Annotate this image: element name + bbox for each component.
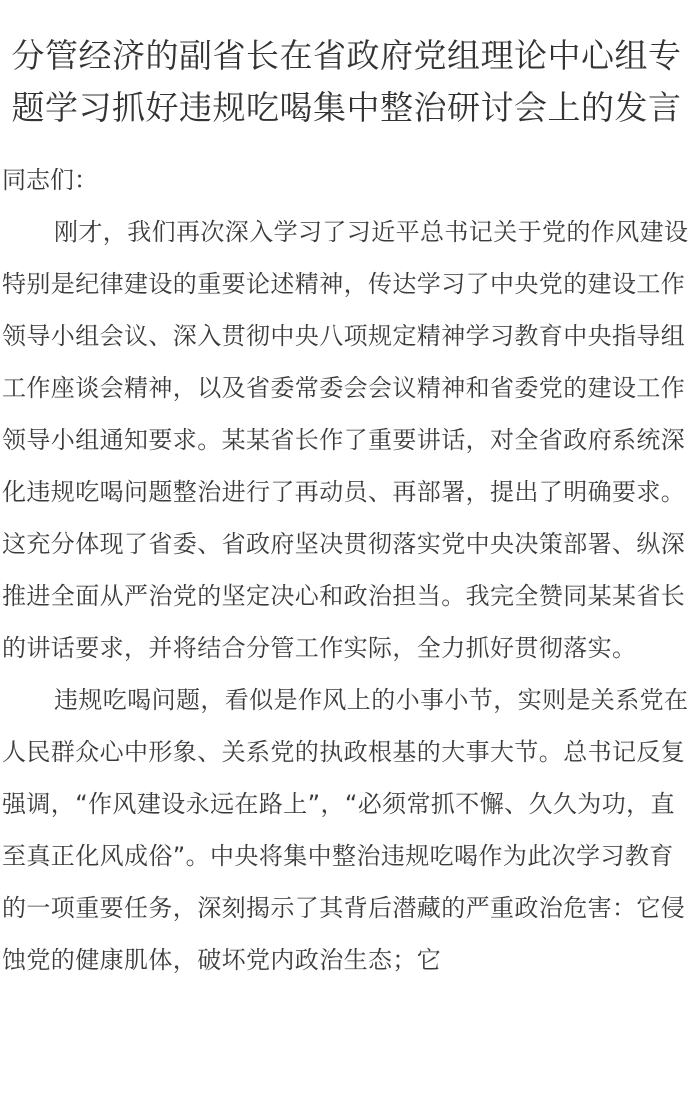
- paragraph-1: 刚才，我们再次深入学习了习近平总书记关于党的作风建设特别是纪律建设的重要论述精神，传达学习了中央党的建设工作领导小组会议、深入贯彻中央八项规定精神学习教育中央指导组工作座谈会精神，以及省委常委会会议精神和省委党的建设工作领导小组通知要求。某某省长作了重要讲话，对全省政府系统深化违规吃喝问题整治进行了再动员、再部署，提出了明确要求。这充分体现了省委、省政府坚决贯彻落实党中央决策部署、纵深推进全面从严治党的坚定决心和政治担当。我完全赞同某某省长的讲话要求，并将结合分管工作实际，全力抓好贯彻落实。: [2, 218, 689, 662]
- paragraph-2: 违规吃喝问题，看似是作风上的小事小节，实则是关系党在人民群众心中形象、关系党的执政根基的大事大节。总书记反复强调，“作风建设永远在路上”，“必须常抓不懈、久久为功，直至真正化风成俗”。中央将集中整治违规吃喝作为此次学习教育的一项重要任务，深刻揭示了其背后潜藏的严重政治危害：它侵蚀党的健康肌体，破坏党内政治生态；它: [2, 686, 689, 974]
- document-title: 分管经济的副省长在省政府党组理论中心组专题学习抓好违规吃喝集中整治研讨会上的发言: [11, 36, 682, 127]
- salutation: 同志们：: [2, 166, 98, 194]
